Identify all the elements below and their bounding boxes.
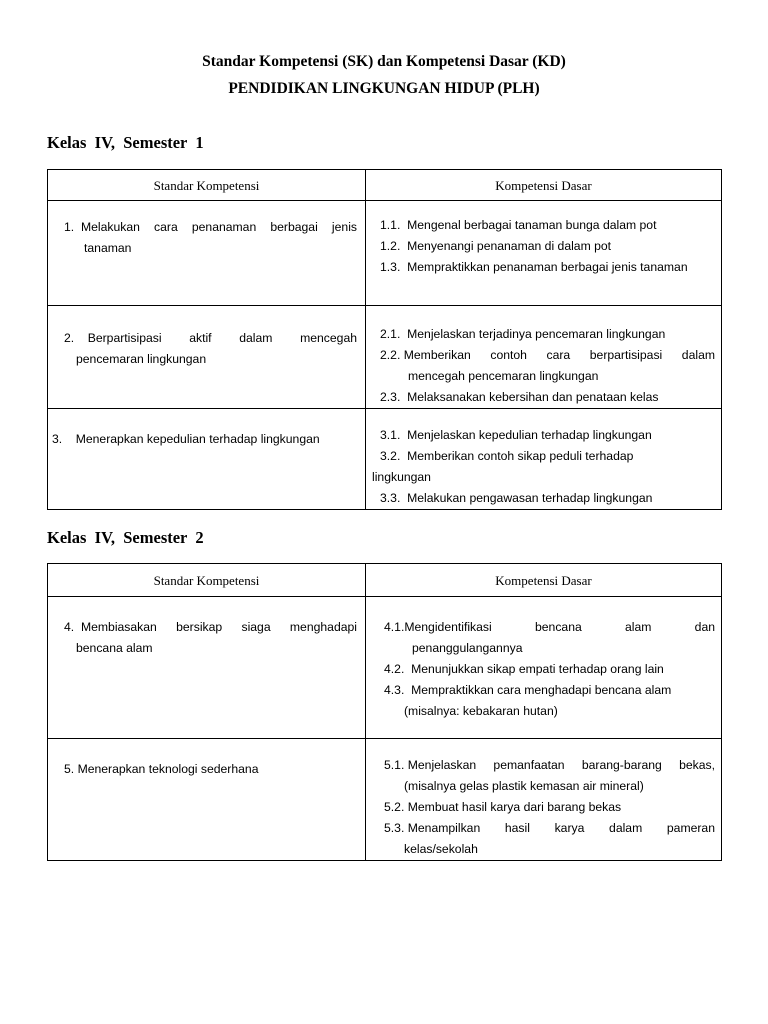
- table-header-row: [48, 564, 722, 597]
- kd-text-continued: lingkungan: [372, 470, 431, 484]
- kd-item: [372, 488, 715, 509]
- kd-item: [372, 425, 715, 446]
- table-header-row: [48, 170, 722, 201]
- kd-item: [380, 324, 715, 345]
- kd-text: Memberikan contoh sikap peduli terhadap: [407, 449, 634, 463]
- sk-cell: [48, 201, 366, 306]
- kd-number: 4.3.: [384, 683, 405, 697]
- sk-text-continued: bencana alam: [76, 641, 153, 655]
- semester-2-table: [47, 563, 722, 861]
- sk-number: 4.: [64, 620, 75, 634]
- kd-text: Mempraktikkan cara menghadapi bencana alam: [411, 683, 672, 697]
- kd-item: [380, 257, 715, 278]
- sk-cell: [48, 409, 366, 510]
- document-subtitle: PENDIDIKAN LINGKUNGAN HIDUP (PLH): [228, 80, 540, 97]
- sk-cell: [48, 306, 366, 409]
- semester-2-heading: Kelas IV, Semester 2: [47, 528, 204, 547]
- sk-line: [64, 759, 357, 780]
- sk-number: 3.: [52, 432, 63, 446]
- kd-number: 3.1.: [380, 428, 401, 442]
- kd-text: Menyenangi penanaman di dalam pot: [407, 239, 612, 253]
- header-standar-kompetensi: Standar Kompetensi: [48, 564, 366, 597]
- kd-text: Membuat hasil karya dari barang bekas: [407, 800, 622, 814]
- table-row: [48, 201, 722, 306]
- kd-text: Melaksanakan kebersihan dan penataan kelas: [407, 390, 659, 404]
- header-kompetensi-dasar: Kompetensi Dasar: [366, 564, 722, 597]
- kd-item: [380, 236, 715, 257]
- sk-text: Menerapkan kepedulian terhadap lingkungan: [75, 432, 320, 446]
- sk-text-continued: tanaman: [84, 241, 132, 255]
- kd-text: Menunjukkan sikap empati terhadap orang lain: [411, 662, 664, 676]
- kd-text-continued: (misalnya: kebakaran hutan): [404, 704, 558, 718]
- kd-number: 3.2.: [380, 449, 401, 463]
- kd-text-continued: (misalnya gelas plastik kemasan air mineral): [404, 779, 644, 793]
- kd-text: Mempraktikkan penanaman berbagai jenis tanaman: [407, 260, 688, 274]
- kd-item: [384, 617, 715, 638]
- kd-text: Memberikan contoh cara berpartisipasi dalam: [403, 348, 715, 362]
- sk-number: 5.: [64, 762, 75, 776]
- kd-number: 5.2.: [384, 800, 405, 814]
- table-row: [48, 306, 722, 409]
- kd-item: [384, 818, 715, 839]
- kd-cell: [366, 201, 722, 306]
- kd-text: Menampilkan hasil karya dalam pameran: [407, 821, 715, 835]
- kd-number: 4.1.: [384, 620, 405, 634]
- table-row: [48, 409, 722, 510]
- kd-number: 2.2.: [380, 348, 401, 362]
- sk-line: [64, 217, 357, 238]
- kd-number: 5.3.: [384, 821, 405, 835]
- sk-cell: [48, 739, 366, 861]
- kd-cell: [366, 409, 722, 510]
- sk-line: [64, 328, 357, 349]
- table-row: [48, 597, 722, 739]
- kd-text: Mengenal berbagai tanaman bunga dalam pot: [407, 218, 657, 232]
- kd-item: [372, 446, 715, 467]
- kd-cell: [366, 306, 722, 409]
- kd-number: 1.1.: [380, 218, 401, 232]
- header-standar-kompetensi: Standar Kompetensi: [48, 170, 366, 201]
- sk-text: Membiasakan bersikap siaga menghadapi: [80, 620, 357, 634]
- kd-text: Mengidentifikasi bencana alam dan: [404, 620, 715, 634]
- kd-item: [384, 755, 715, 776]
- kd-number: 3.3.: [380, 491, 401, 505]
- kd-number: 2.3.: [380, 390, 401, 404]
- kd-item: [384, 659, 715, 680]
- kd-cell: [366, 597, 722, 739]
- kd-number: 5.1.: [384, 758, 405, 772]
- sk-line: [64, 617, 357, 638]
- document-title: Standar Kompetensi (SK) dan Kompetensi Dasar (KD): [202, 53, 566, 70]
- kd-text: Menjelaskan pemanfaatan barang-barang bekas,: [407, 758, 715, 772]
- semester-1-table: [47, 169, 722, 510]
- kd-number: 4.2.: [384, 662, 405, 676]
- sk-number: 1.: [64, 220, 75, 234]
- kd-item: [380, 387, 715, 408]
- kd-item: [380, 345, 715, 366]
- sk-text: Melakukan cara penanaman berbagai jenis: [80, 220, 357, 234]
- sk-number: 2.: [64, 331, 75, 345]
- kd-text: Menjelaskan kepedulian terhadap lingkungan: [407, 428, 652, 442]
- semester-1-heading: Kelas IV, Semester 1: [47, 133, 204, 152]
- table-row: [48, 739, 722, 861]
- kd-text-continued: kelas/sekolah: [404, 842, 478, 856]
- kd-text: Menjelaskan terjadinya pencemaran lingkungan: [407, 327, 666, 341]
- kd-item: [384, 797, 715, 818]
- kd-cell: [366, 739, 722, 861]
- header-kompetensi-dasar: Kompetensi Dasar: [366, 170, 722, 201]
- sk-text: Berpartisipasi aktif dalam mencegah: [87, 331, 357, 345]
- kd-text-continued: penanggulangannya: [412, 641, 523, 655]
- sk-cell: [48, 597, 366, 739]
- sk-text-continued: pencemaran lingkungan: [76, 352, 207, 366]
- kd-number: 2.1.: [380, 327, 401, 341]
- kd-text: Melakukan pengawasan terhadap lingkungan: [407, 491, 653, 505]
- kd-text-continued: mencegah pencemaran lingkungan: [408, 369, 599, 383]
- kd-number: 1.2.: [380, 239, 401, 253]
- sk-text: Menerapkan teknologi sederhana: [77, 762, 259, 776]
- kd-number: 1.3.: [380, 260, 401, 274]
- sk-line: [52, 429, 357, 450]
- kd-item: [380, 215, 715, 236]
- kd-item: [384, 680, 715, 701]
